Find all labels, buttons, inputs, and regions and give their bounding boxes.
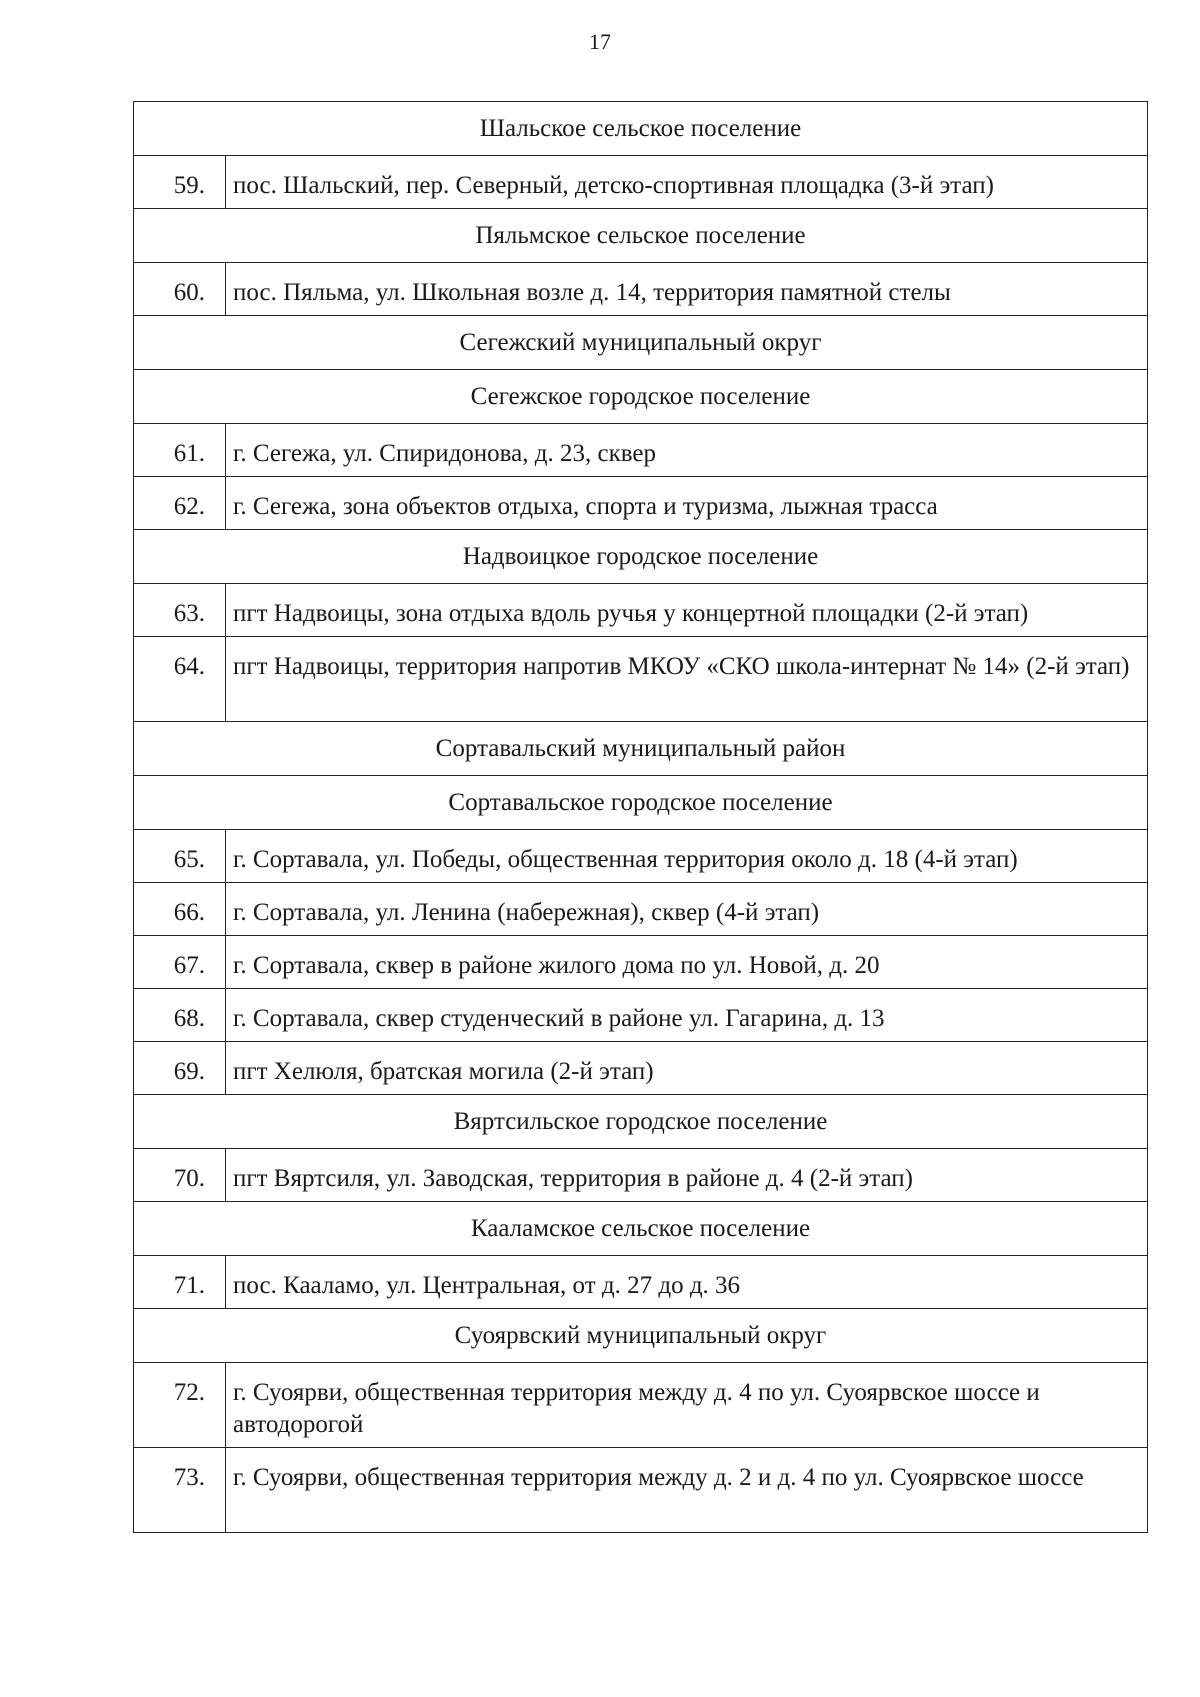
territory-description-cell: г. Суоярви, общественная территория между д. 2 и д. 4 по ул. Суоярвское шоссе (226, 1448, 1148, 1533)
territory-description-cell: г. Сортавала, сквер студенческий в районе ул. Гагарина, д. 13 (226, 989, 1148, 1042)
territory-description-cell: г. Сортавала, ул. Ленина (набережная), сквер (4-й этап) (226, 883, 1148, 936)
section-header-cell: Надвоицкое городское поселение (134, 530, 1148, 584)
section-header-cell: Сегежский муниципальный округ (134, 316, 1148, 370)
table-row (134, 1042, 1148, 1095)
section-header-row (134, 1095, 1148, 1149)
territory-description-cell: пос. Кааламо, ул. Центральная, от д. 27 до д. 36 (226, 1256, 1148, 1309)
table-row (134, 263, 1148, 316)
table-row (134, 989, 1148, 1042)
table-row (134, 156, 1148, 209)
row-number-cell: 73. (134, 1448, 226, 1533)
table-row (134, 584, 1148, 637)
row-number-cell: 66. (134, 883, 226, 936)
section-header-cell: Суоярвский муниципальный округ (134, 1309, 1148, 1363)
section-header-row (134, 722, 1148, 776)
table-row (134, 637, 1148, 722)
table-row (134, 1256, 1148, 1309)
section-header-row (134, 1202, 1148, 1256)
section-header-row (134, 370, 1148, 424)
row-number-cell: 62. (134, 477, 226, 530)
territory-description-cell: пгт Надвоицы, зона отдыха вдоль ручья у концертной площадки (2-й этап) (226, 584, 1148, 637)
section-header-row (134, 102, 1148, 156)
row-number-cell: 70. (134, 1149, 226, 1202)
section-header-row (134, 209, 1148, 263)
section-header-cell: Шальское сельское поселение (134, 102, 1148, 156)
row-number-cell: 71. (134, 1256, 226, 1309)
section-header-cell: Сегежское городское поселение (134, 370, 1148, 424)
territory-description-cell: г. Сортавала, ул. Победы, общественная территория около д. 18 (4-й этап) (226, 830, 1148, 883)
section-header-cell: Кааламское сельское поселение (134, 1202, 1148, 1256)
territory-description-cell: пос. Пяльма, ул. Школьная возле д. 14, территория памятной стелы (226, 263, 1148, 316)
row-number-cell: 63. (134, 584, 226, 637)
row-number-cell: 59. (134, 156, 226, 209)
territory-description-cell: пгт Вяртсиля, ул. Заводская, территория в районе д. 4 (2-й этап) (226, 1149, 1148, 1202)
row-number-cell: 60. (134, 263, 226, 316)
table-row (134, 936, 1148, 989)
section-header-row (134, 316, 1148, 370)
section-header-cell: Пяльмское сельское поселение (134, 209, 1148, 263)
section-header-cell: Сортавальское городское поселение (134, 776, 1148, 830)
territory-description-cell: г. Сортавала, сквер в районе жилого дома по ул. Новой, д. 20 (226, 936, 1148, 989)
table-row (134, 1149, 1148, 1202)
table-row (134, 1448, 1148, 1533)
row-number-cell: 69. (134, 1042, 226, 1095)
territory-table (133, 101, 1148, 1533)
page-number: 17 (589, 29, 611, 54)
table-row (134, 883, 1148, 936)
row-number-cell: 68. (134, 989, 226, 1042)
row-number-cell: 67. (134, 936, 226, 989)
section-header-row (134, 1309, 1148, 1363)
territory-description-cell: пгт Надвоицы, территория напротив МКОУ «СКО школа-интернат № 14» (2-й этап) (226, 637, 1148, 722)
section-header-cell: Вяртсильское городское поселение (134, 1095, 1148, 1149)
table-row (134, 830, 1148, 883)
territory-description-cell: г. Сегежа, зона объектов отдыха, спорта и туризма, лыжная трасса (226, 477, 1148, 530)
territory-description-cell: г. Суоярви, общественная территория между д. 4 по ул. Суоярвское шоссе и автодорогой (226, 1363, 1148, 1448)
section-header-cell: Сортавальский муниципальный район (134, 722, 1148, 776)
row-number-cell: 61. (134, 424, 226, 477)
territory-table-body (134, 102, 1148, 1533)
territory-description-cell: пос. Шальский, пер. Северный, детско-спортивная площадка (3-й этап) (226, 156, 1148, 209)
section-header-row (134, 530, 1148, 584)
table-row (134, 1363, 1148, 1448)
row-number-cell: 64. (134, 637, 226, 722)
table-row (134, 477, 1148, 530)
table-row (134, 424, 1148, 477)
territory-description-cell: г. Сегежа, ул. Спиридонова, д. 23, сквер (226, 424, 1148, 477)
section-header-row (134, 776, 1148, 830)
row-number-cell: 72. (134, 1363, 226, 1448)
row-number-cell: 65. (134, 830, 226, 883)
territory-description-cell: пгт Хелюля, братская могила (2-й этап) (226, 1042, 1148, 1095)
